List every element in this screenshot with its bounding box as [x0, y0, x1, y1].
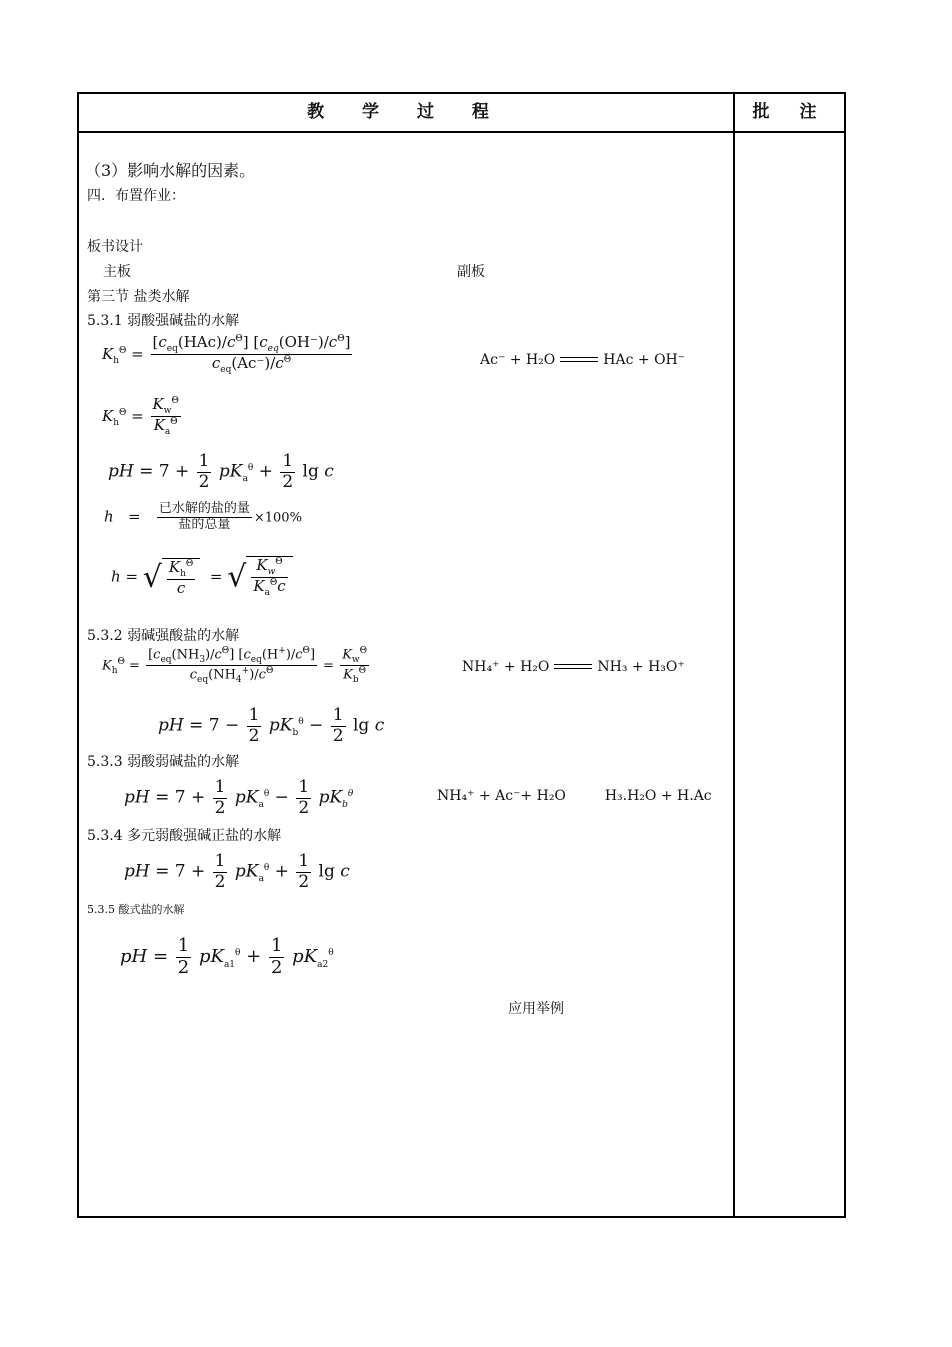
reaction-3 [437, 788, 712, 804]
reaction-1-right: HAc + OH⁻ [603, 352, 686, 368]
column-divider [733, 94, 735, 1216]
header-teaching-process: 教 学 过 程 [307, 102, 505, 122]
reaction-1 [480, 352, 685, 368]
h-denominator: 盐的总量 [178, 516, 231, 532]
reaction-2-right: NH₃ + H₃O⁺ [597, 659, 685, 675]
ph-formula-1: pH = 7 + $\frac{1}{2}$ $pK_a^\theta$ + $\frac{1}{2}$ lg c [108, 451, 334, 492]
header-notes: 批 注 [752, 102, 829, 122]
section-5-3-1: 5.3.1 弱酸强碱盐的水解 [87, 313, 240, 329]
h-sqrt-formula: h = √ $\frac{K_h^\Theta}{c}$ = √ $\frac{K_w^\Theta}{K_a^\Theta c}$ [111, 556, 293, 599]
equilibrium-arrow-icon [560, 356, 598, 364]
board-design-line: 板书设计 [87, 239, 143, 255]
section-title: 第三节 盐类水解 [87, 289, 190, 305]
section-5-3-2: 5.3.2 弱碱强酸盐的水解 [87, 628, 240, 644]
kh-formula-1: $K_h^\Theta$ = $\frac{[c_{eq}(HAc)/c^\Theta] [c_{eq}(OH^-)/c^\Theta]}{c_{eq}(Ac^-)/c^\Theta}$ [102, 333, 351, 376]
section-5-3-5: 5.3.5 酸式盐的水解 [87, 903, 185, 916]
kh-formula-3: $K_h^\Theta$ = $\frac{[c_{eq}(NH_3)/c^\Theta] [c_{eq}(H^+)/c^\Theta]}{c_{eq}(NH_4^+)/c^\Theta}$ = $\frac{K_w^\Theta}{K_b^\Theta}$ [102, 646, 368, 686]
reaction-3-right: H₃.H₂O + H.Ac [604, 788, 712, 804]
h-numerator: 已水解的盐的量 [158, 501, 250, 516]
reaction-3-left: NH₄⁺ + Ac⁻+ H₂O [437, 788, 566, 804]
ph-formula-4: pH = 7 + $\frac{1}{2}$ $pK_a^\theta$ + $\frac{1}{2}$ lg c [124, 851, 350, 892]
ph-formula-3: pH = 7 + $\frac{1}{2}$ $pK_a^\theta$ − $\frac{1}{2}$ $pK_b^\theta$ [124, 777, 354, 818]
sub-board-label: 副板 [457, 264, 485, 280]
section-5-3-3: 5.3.3 弱酸弱碱盐的水解 [87, 754, 240, 770]
reaction-2 [462, 659, 685, 675]
reaction-1-left: Ac⁻ + H₂O [480, 352, 556, 368]
section-5-3-4: 5.3.4 多元弱酸强碱正盐的水解 [87, 828, 282, 844]
kh-formula-2: $K_h^\Theta$ = $\frac{K_w^\Theta}{K_a^\Theta}$ [102, 395, 179, 438]
reaction-2-left: NH₄⁺ + H₂O [462, 659, 550, 675]
factors-line: （3）影响水解的因素。 [85, 161, 256, 180]
homework-line: 四．布置作业： [87, 188, 185, 204]
ph-formula-2: pH = 7 − $\frac{1}{2}$ $pK_b^\theta$ − $\frac{1}{2}$ lg c [158, 705, 385, 746]
application-examples: 应用举例 [508, 1001, 564, 1017]
header-divider [79, 131, 844, 133]
equilibrium-arrow-icon [554, 663, 592, 671]
main-board-label: 主板 [103, 264, 131, 280]
h-formula: h = $\frac{\text{已水解的盐的量}}{\text{盐的总量}}$ ×100% [104, 501, 302, 532]
h-percent: ×100% [253, 510, 302, 526]
ph-formula-5: pH = $\frac{1}{2}$ $pK_{a1}^\theta$ + $\frac{1}{2}$ $pK_{a2}^\theta$ [120, 935, 334, 978]
